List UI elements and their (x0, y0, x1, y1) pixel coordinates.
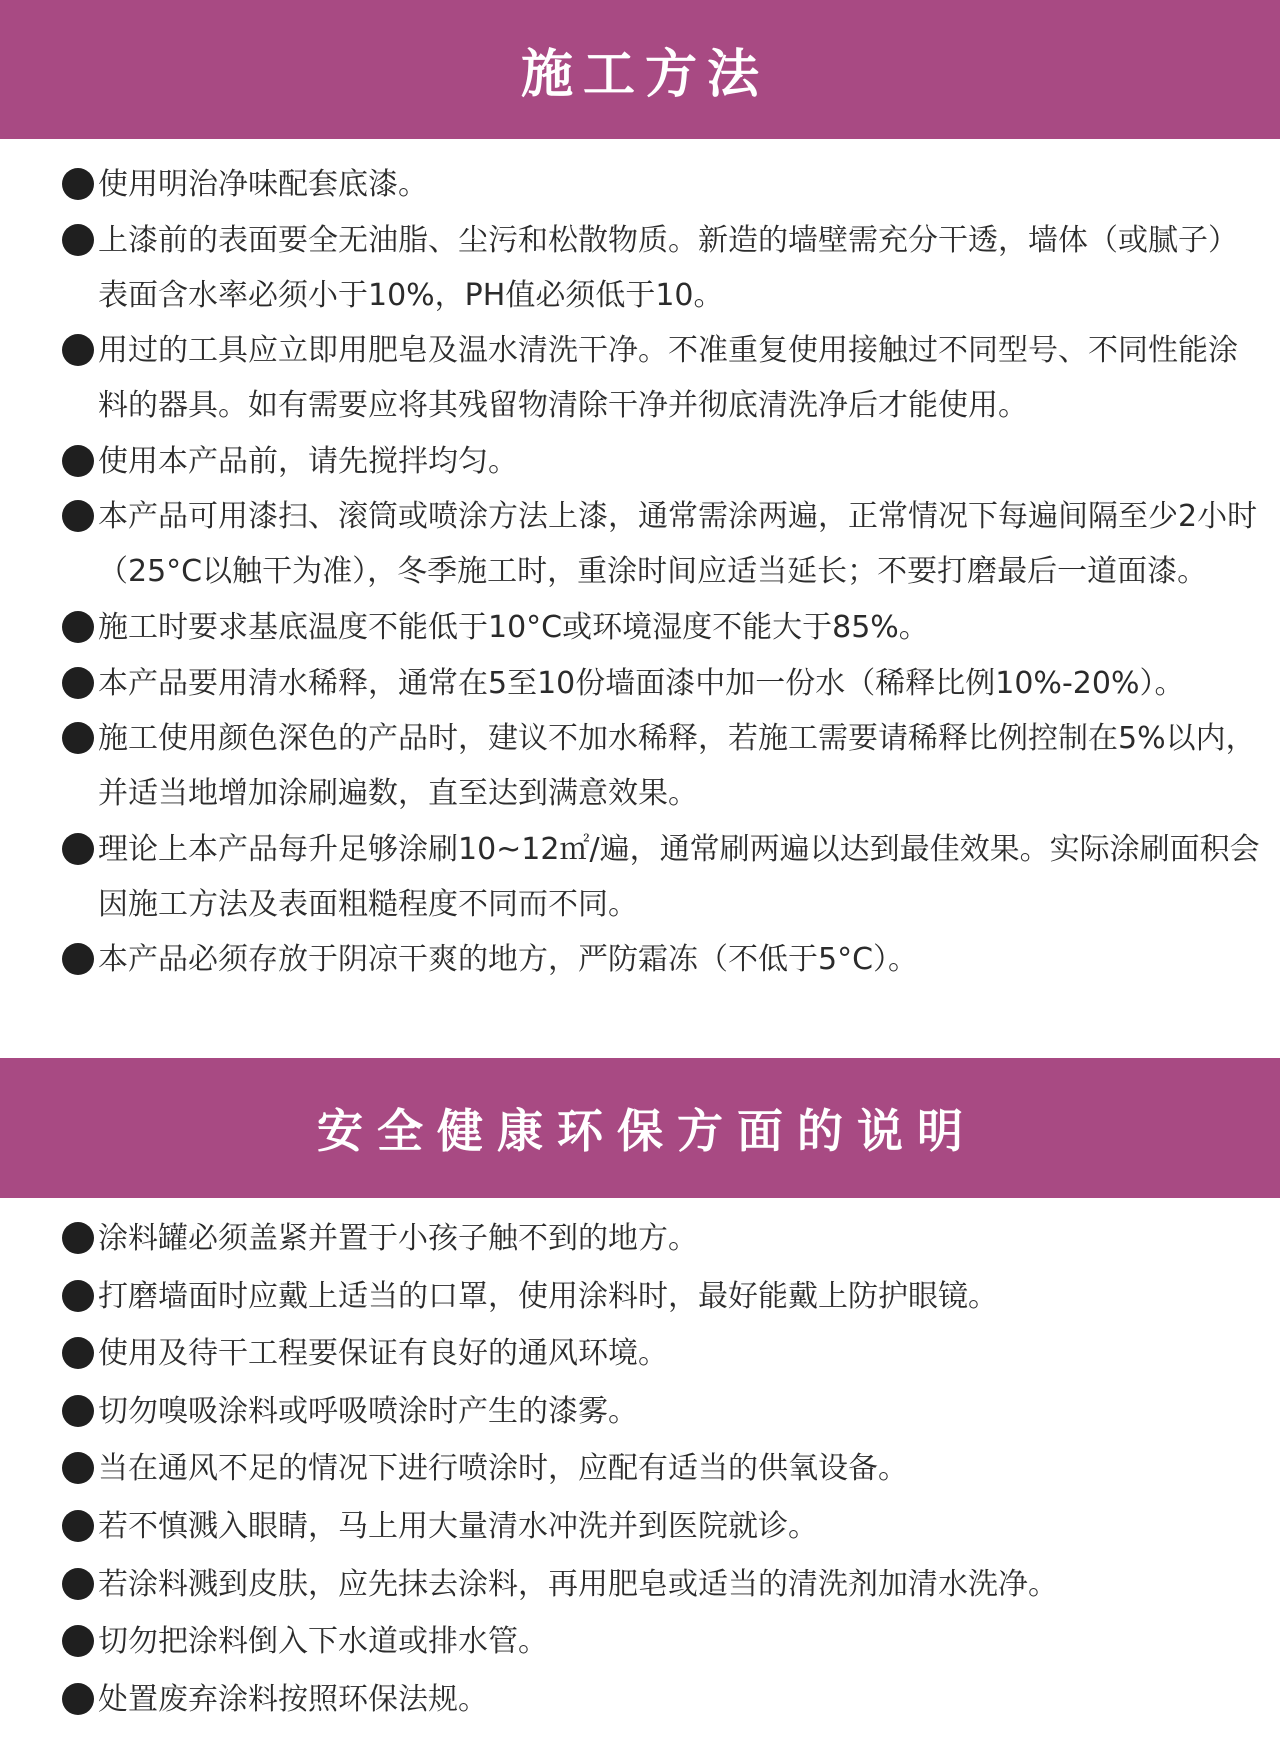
list-item (62, 1498, 1262, 1555)
bullet-icon (62, 1510, 94, 1542)
list-item (62, 1268, 1262, 1325)
list-item-text: 使用及待干工程要保证有良好的通风环境。 (98, 1336, 668, 1372)
section-title-construction-method: 施工方法 (520, 45, 769, 105)
list-item (62, 822, 1262, 932)
list-item (62, 1325, 1262, 1382)
list-item (62, 213, 1262, 323)
list-item-text: 施工使用颜色深色的产品时，建议不加水稀释，若施工需要请稀释比例控制在5%以内，并适当地增加涂刷遍数，直至达到满意效果。 (98, 721, 1256, 812)
list-item-text: 用过的工具应立即用肥皂及温水清洗干净。不准重复使用接触过不同型号、不同性能涂料的器具。如有需要应将其残留物清除干净并彻底清洗净后才能使用。 (98, 333, 1238, 424)
list-item (62, 711, 1262, 821)
list-item (62, 932, 1262, 987)
bullet-icon (62, 445, 94, 477)
bullet-icon (62, 334, 94, 366)
list-item (62, 1613, 1262, 1670)
list-item-text: 打磨墙面时应戴上适当的口罩，使用涂料时，最好能戴上防护眼镜。 (98, 1278, 998, 1314)
list-item (62, 1556, 1262, 1613)
bullet-icon (62, 722, 94, 754)
bullet-icon (62, 1568, 94, 1600)
section-banner-construction-method (0, 0, 1280, 139)
list-item-text: 上漆前的表面要全无油脂、尘污和松散物质。新造的墙壁需充分干透，墙体（或腻子）表面含水率必须小于10%，PH值必须低于10。 (98, 222, 1238, 313)
list-item (62, 323, 1262, 433)
list-item-text: 理论上本产品每升足够涂刷10~12㎡/遍，通常刷两遍以达到最佳效果。实际涂刷面积会因施工方法及表面粗糙程度不同而不同。 (98, 831, 1260, 922)
list-item (62, 489, 1262, 599)
section-title-safety-health: 安全健康环保方面的说明 (317, 1104, 977, 1158)
list-item (62, 600, 1262, 655)
list-item-text: 涂料罐必须盖紧并置于小孩子触不到的地方。 (98, 1221, 698, 1256)
list-item (62, 1383, 1262, 1440)
list-item-text: 切勿嗅吸涂料或呼吸喷涂时产生的漆雾。 (98, 1393, 638, 1429)
list-item (62, 157, 1262, 212)
list-item (62, 434, 1262, 489)
list-item-text: 本产品可用漆扫、滚筒或喷涂方法上漆，通常需涂两遍，正常情况下每遍间隔至少2小时（25°C以触干为准），冬季施工时，重涂时间应适当延长；不要打磨最后一道面漆。 (98, 499, 1258, 590)
list-item (62, 1210, 1262, 1267)
list-item-text: 若不慎溅入眼睛，马上用大量清水冲洗并到医院就诊。 (98, 1508, 818, 1544)
safety-health-list (62, 1210, 1262, 1728)
list-item-text: 切勿把涂料倒入下水道或排水管。 (98, 1624, 548, 1660)
bullet-icon (62, 1625, 94, 1657)
bullet-icon (62, 500, 94, 532)
list-item-text: 处置废弃涂料按照环保法规。 (98, 1681, 488, 1717)
list-item-text: 本产品要用清水稀释，通常在5至10份墙面漆中加一份水（稀释比例10%-20%）。 (98, 665, 1185, 701)
list-item (62, 656, 1262, 711)
list-item-text: 使用本产品前，请先搅拌均匀。 (98, 443, 518, 479)
construction-method-list (62, 157, 1262, 988)
bullet-icon (62, 1337, 94, 1369)
bullet-icon (62, 1683, 94, 1715)
bullet-icon (62, 667, 94, 699)
list-item-text: 本产品必须存放于阴凉干爽的地方，严防霜冻（不低于5°C）。 (98, 942, 919, 978)
list-item-text: 施工时要求基底温度不能低于10°C或环境湿度不能大于85%。 (98, 609, 929, 645)
bullet-icon (62, 1395, 94, 1427)
list-item (62, 1440, 1262, 1497)
list-item-text: 若涂料溅到皮肤，应先抹去涂料，再用肥皂或适当的清洗剂加清水洗净。 (98, 1566, 1058, 1602)
bullet-icon (62, 833, 94, 865)
bullet-icon (62, 168, 94, 200)
list-item-text: 使用明治净味配套底漆。 (98, 167, 428, 202)
list-item (62, 1671, 1262, 1728)
list-item-text: 当在通风不足的情况下进行喷涂时，应配有适当的供氧设备。 (98, 1451, 908, 1487)
bullet-icon (62, 611, 94, 643)
bullet-icon (62, 1452, 94, 1484)
bullet-icon (62, 224, 94, 256)
bullet-icon (62, 943, 94, 975)
bullet-icon (62, 1280, 94, 1312)
section-banner-safety-health (0, 1058, 1280, 1198)
bullet-icon (62, 1222, 94, 1254)
